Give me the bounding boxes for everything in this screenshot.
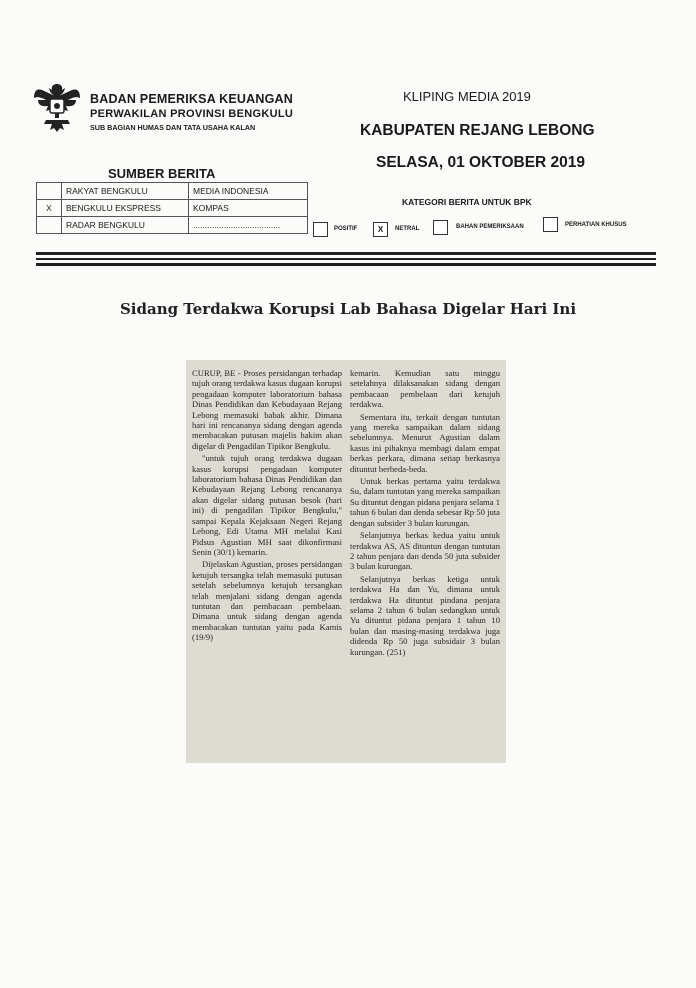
kliping-title: KLIPING MEDIA 2019 — [403, 89, 531, 104]
kategori-checkbox-perhatian-khusus[interactable] — [543, 217, 558, 232]
org-branch: PERWAKILAN PROVINSI BENGKULU — [90, 108, 294, 120]
kategori-checkbox-bahan-pemeriksaan[interactable] — [433, 220, 448, 235]
article-paragraph: Dijelaskan Agustian, proses persidangan ketujuh tersangka telah memasuki putusan setelah sebelumnya ketujuh tersangkan telah menjalani sidang dengan agenda tuntutan dan pembacaan pembelaan. Dimana untuk sidang dengan agenda membacakan tuntutan yaitu pada Kamis (19/9) — [192, 559, 342, 643]
divider — [36, 263, 656, 266]
divider — [36, 258, 656, 260]
kategori-label-perhatian-khusus: PERHATIAN KHUSUS — [565, 222, 627, 228]
sumber-berita-title: SUMBER BERITA — [108, 166, 216, 181]
article-paragraph: Untuk berkas pertama yaitu terdakwa Su, dalam tuntutan yang mereka sampaikan Su dituntut dengan pidana penjara selama 1 tahun 6 bulan dan denda sebesar Rp 50 juta dengan subsider 3 bulan kurungan. — [350, 476, 500, 528]
article-paragraph: Selanjutnya berkas kedua yaitu untuk terdakwa AS, AS dituntun dengan tuntutan 2 tahun penjara dan denda 50 juta subsider 3 bulan kurungan. — [350, 530, 500, 572]
news-clipping — [186, 360, 506, 763]
source-mark: X — [37, 200, 62, 217]
source-name: ..................................... — [189, 217, 308, 234]
source-name: KOMPAS — [189, 200, 308, 217]
sumber-berita-table — [36, 182, 308, 234]
divider — [36, 252, 656, 255]
article-paragraph: CURUP, BE - Proses persidangan terhadap tujuh orang terdakwa kasus dugaan korupsi pengadaan komputer laboratorium bahasa Dinas Pendidikan dan Kebudayaan Rejang Lebong memasuki babak akhir. Dimana hari ini rencananya sidang dengan agenda membacakan putusan majelis hakim akan digelar di Pengadilan Tipikor Bengkulu. — [192, 368, 342, 451]
article-paragraph: Selanjutnya berkas ketiga untuk terdakwa Ha dan Yu, dimana untuk terdakwa Ha dituntut pindana penjara selama 2 tahun 6 bulan sedangkan untuk Yu dituntut pidana penjara 1 tahun 10 bulan dan masing-masing terdakwa juga didenda Rp 50 juga subsidair 3 bulan kurungan. (251) — [350, 573, 500, 657]
table-row — [37, 217, 308, 234]
source-mark — [37, 217, 62, 234]
org-subdivision: SUB BAGIAN HUMAS DAN TATA USAHA KALAN — [90, 123, 256, 132]
source-name: MEDIA INDONESIA — [189, 183, 308, 200]
article-column-2 — [350, 368, 500, 659]
kategori-title: KATEGORI BERITA UNTUK BPK — [402, 197, 532, 207]
source-name: RADAR BENGKULU — [62, 217, 189, 234]
garuda-emblem-icon — [32, 78, 82, 138]
date-title: SELASA, 01 OKTOBER 2019 — [376, 154, 586, 171]
article-paragraph: kemarin. Kemudian satu minggu setelahnya dilaksanakan sidang dengan pembacaan pembelaan dari ketujuh terdakwa. — [350, 368, 500, 410]
kategori-label-positif: POSITIF — [334, 226, 358, 232]
article-paragraph: "untuk tujuh orang terdakwa dugaan kasus korupsi pengadaan komputer laboratorium bahasa Dinas Pendidikan dan Kebudayaan Rejang Lebong rencananya akan digelar sidang putusan besok (hari ini) di pengadilan Tipikor Bengkulu," sampai Kepala Kejaksaan Negeri Rejang Lebong, Edi Utama MH melalui Kasi Pidsus Agustian MH saat dikonfirmasi Senin (30/1) kemarin. — [192, 453, 342, 557]
kategori-checkbox-positif[interactable] — [313, 222, 328, 237]
article-column-1 — [192, 368, 342, 645]
article-paragraph: Sementara itu, terkait dengan tuntutan yang mereka sampaikan dalam sidang sebelumnya. Menurut Agustian dalam kasus ini pihaknya membagi dalam empat berkas perkara, dimana setiap berkasnya dituntut berbeda-beda. — [350, 411, 500, 474]
source-name: RAKYAT BENGKULU — [62, 183, 189, 200]
org-name: BADAN PEMERIKSA KEUANGAN — [90, 92, 293, 106]
table-row — [37, 183, 308, 200]
table-row — [37, 200, 308, 217]
kategori-label-netral: NETRAL — [395, 226, 420, 232]
kategori-label-bahan-pemeriksaan: BAHAN PEMERIKSAAN — [456, 224, 524, 230]
article-headline: Sidang Terdakwa Korupsi Lab Bahasa Digelar Hari Ini — [119, 300, 577, 318]
source-name: BENGKULU EKSPRESS — [62, 200, 189, 217]
kategori-checkbox-netral[interactable]: X — [373, 222, 388, 237]
source-mark — [37, 183, 62, 200]
kabupaten-title: KABUPATEN REJANG LEBONG — [360, 122, 595, 139]
